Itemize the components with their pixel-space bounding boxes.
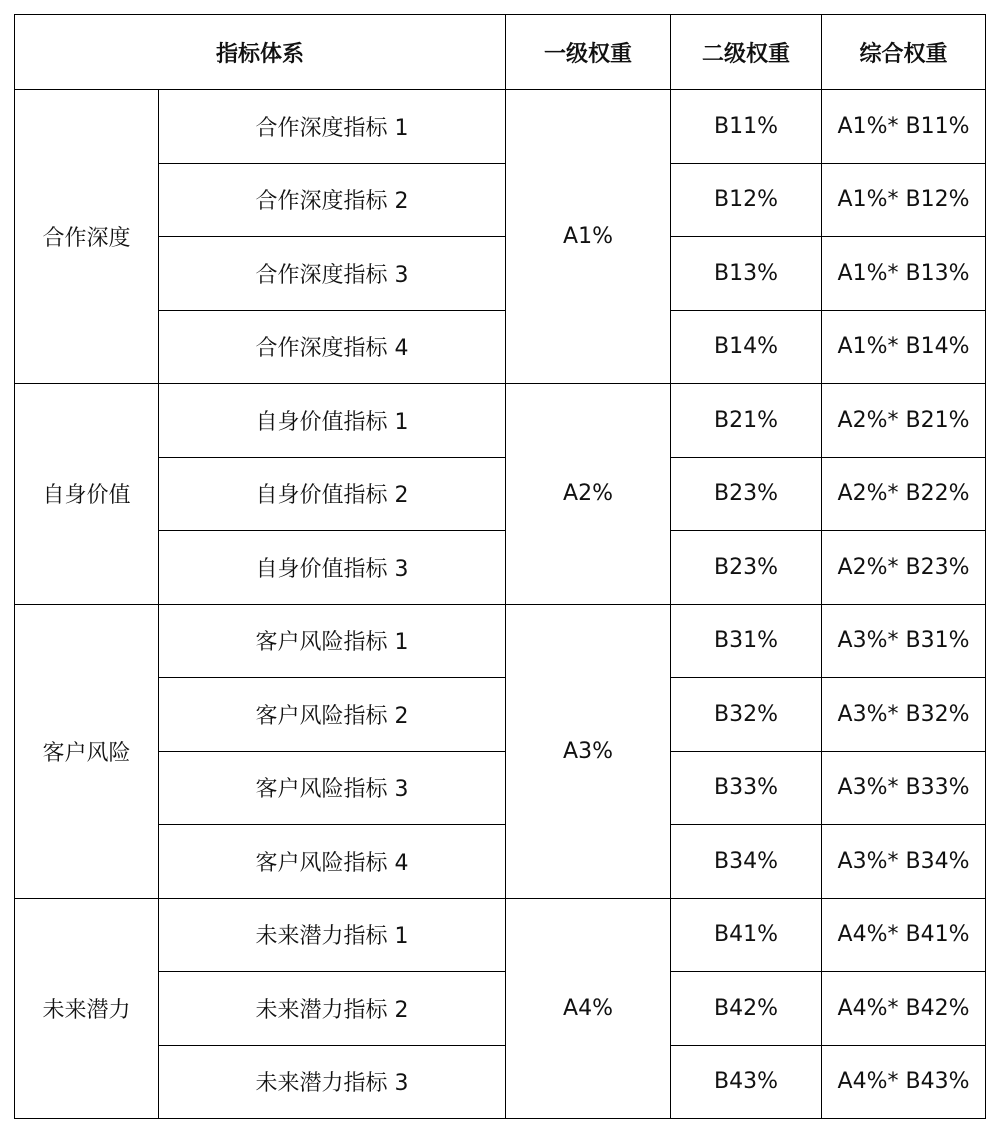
combined-weight-cell: A3%* B32% bbox=[822, 678, 986, 752]
table-row bbox=[15, 825, 986, 899]
indicator-cell: 未来潜力指标 3 bbox=[159, 1045, 506, 1119]
weights-table bbox=[14, 14, 986, 1119]
level2-weight-cell: B23% bbox=[671, 531, 822, 605]
header-combined-weight: 综合权重 bbox=[822, 15, 986, 90]
indicator-cell: 合作深度指标 2 bbox=[159, 163, 506, 237]
indicator-cell: 客户风险指标 4 bbox=[159, 825, 506, 899]
level2-weight-cell: B12% bbox=[671, 163, 822, 237]
combined-weight-cell: A1%* B13% bbox=[822, 237, 986, 311]
table-row bbox=[15, 972, 986, 1046]
table-row bbox=[15, 237, 986, 311]
indicator-cell: 合作深度指标 3 bbox=[159, 237, 506, 311]
level1-weight-cell: A4% bbox=[506, 898, 671, 1119]
table-row bbox=[15, 898, 986, 972]
level1-weight-cell: A3% bbox=[506, 604, 671, 898]
level2-weight-cell: B41% bbox=[671, 898, 822, 972]
indicator-cell: 未来潜力指标 1 bbox=[159, 898, 506, 972]
header-level2-weight: 二级权重 bbox=[671, 15, 822, 90]
table-row bbox=[15, 163, 986, 237]
combined-weight-cell: A4%* B42% bbox=[822, 972, 986, 1046]
indicator-cell: 合作深度指标 4 bbox=[159, 310, 506, 384]
combined-weight-cell: A3%* B34% bbox=[822, 825, 986, 899]
combined-weight-cell: A3%* B31% bbox=[822, 604, 986, 678]
table-row bbox=[15, 604, 986, 678]
indicator-cell: 未来潜力指标 2 bbox=[159, 972, 506, 1046]
level2-weight-cell: B23% bbox=[671, 457, 822, 531]
table-row bbox=[15, 751, 986, 825]
level2-weight-cell: B43% bbox=[671, 1045, 822, 1119]
table-row bbox=[15, 678, 986, 752]
level2-weight-cell: B14% bbox=[671, 310, 822, 384]
combined-weight-cell: A1%* B12% bbox=[822, 163, 986, 237]
indicator-cell: 客户风险指标 1 bbox=[159, 604, 506, 678]
combined-weight-cell: A2%* B22% bbox=[822, 457, 986, 531]
table-row bbox=[15, 531, 986, 605]
level1-weight-cell: A1% bbox=[506, 90, 671, 384]
table-row bbox=[15, 1045, 986, 1119]
level2-weight-cell: B13% bbox=[671, 237, 822, 311]
group-name: 客户风险 bbox=[15, 604, 159, 898]
indicator-cell: 客户风险指标 2 bbox=[159, 678, 506, 752]
table-row bbox=[15, 384, 986, 458]
combined-weight-cell: A2%* B23% bbox=[822, 531, 986, 605]
table-row bbox=[15, 90, 986, 164]
group-name: 自身价值 bbox=[15, 384, 159, 605]
level1-weight-cell: A2% bbox=[506, 384, 671, 605]
combined-weight-cell: A3%* B33% bbox=[822, 751, 986, 825]
table-row bbox=[15, 457, 986, 531]
indicator-cell: 自身价值指标 2 bbox=[159, 457, 506, 531]
group-name: 合作深度 bbox=[15, 90, 159, 384]
combined-weight-cell: A4%* B41% bbox=[822, 898, 986, 972]
level2-weight-cell: B21% bbox=[671, 384, 822, 458]
indicator-cell: 自身价值指标 3 bbox=[159, 531, 506, 605]
level2-weight-cell: B32% bbox=[671, 678, 822, 752]
level2-weight-cell: B34% bbox=[671, 825, 822, 899]
header-level1-weight: 一级权重 bbox=[506, 15, 671, 90]
header-row bbox=[15, 15, 986, 90]
combined-weight-cell: A1%* B14% bbox=[822, 310, 986, 384]
combined-weight-cell: A2%* B21% bbox=[822, 384, 986, 458]
header-system: 指标体系 bbox=[15, 15, 506, 90]
combined-weight-cell: A4%* B43% bbox=[822, 1045, 986, 1119]
table-row bbox=[15, 310, 986, 384]
combined-weight-cell: A1%* B11% bbox=[822, 90, 986, 164]
level2-weight-cell: B31% bbox=[671, 604, 822, 678]
level2-weight-cell: B42% bbox=[671, 972, 822, 1046]
indicator-cell: 客户风险指标 3 bbox=[159, 751, 506, 825]
level2-weight-cell: B11% bbox=[671, 90, 822, 164]
indicator-cell: 合作深度指标 1 bbox=[159, 90, 506, 164]
indicator-cell: 自身价值指标 1 bbox=[159, 384, 506, 458]
group-name: 未来潜力 bbox=[15, 898, 159, 1119]
level2-weight-cell: B33% bbox=[671, 751, 822, 825]
